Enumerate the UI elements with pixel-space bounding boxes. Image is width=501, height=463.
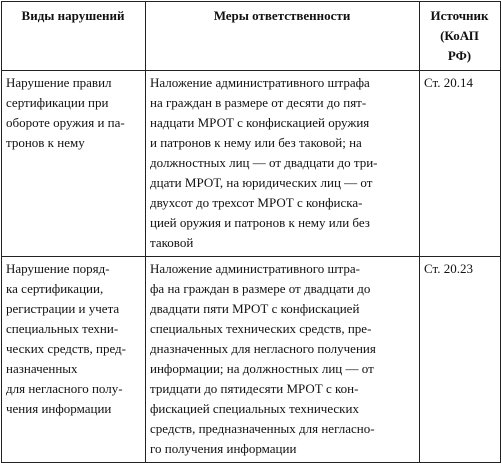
penalties-table	[1, 1, 501, 463]
source-cell: Ст. 20.23	[420, 257, 501, 463]
table-header	[2, 2, 501, 71]
header-violations: Виды нарушений	[2, 2, 146, 71]
table-row	[2, 71, 501, 257]
measures-cell: Наложение административного штра- фа на граждан в размере от двадцати до двадцати пяти МРОТ с конфискацией специальных технических средств, пре- дназначенных для негласного получения информации; на должностных лиц — от тридцати до пятидесяти МРОТ с кон- фискацией специальных технических средств, предназначенных для негласно- го получения информации	[146, 257, 420, 463]
measures-cell: Наложение административного штрафа на граждан в размере от десяти до пят- надцати МРОТ с конфискацией оружия и патронов к нему или без таковой; на должностных лиц — от двадцати до три- дцати МРОТ, на юридических лиц — от двухсот до трехсот МРОТ с конфиска- цией оружия и патронов к нему или без таковой	[146, 71, 420, 257]
violation-cell: Нарушение правил сертификации при обороте оружия и па- тронов к нему	[2, 71, 146, 257]
violation-cell: Нарушение поряд- ка сертификации, регистрации и учета специальных техни- ческих средств, пред- назначенных для негласного полу- чения информации	[2, 257, 146, 463]
header-row	[2, 2, 501, 71]
header-source: Источник (КоАП РФ)	[420, 2, 501, 71]
header-measures: Меры ответственности	[146, 2, 420, 71]
table-body	[2, 71, 501, 463]
table-row	[2, 257, 501, 463]
source-cell: Ст. 20.14	[420, 71, 501, 257]
